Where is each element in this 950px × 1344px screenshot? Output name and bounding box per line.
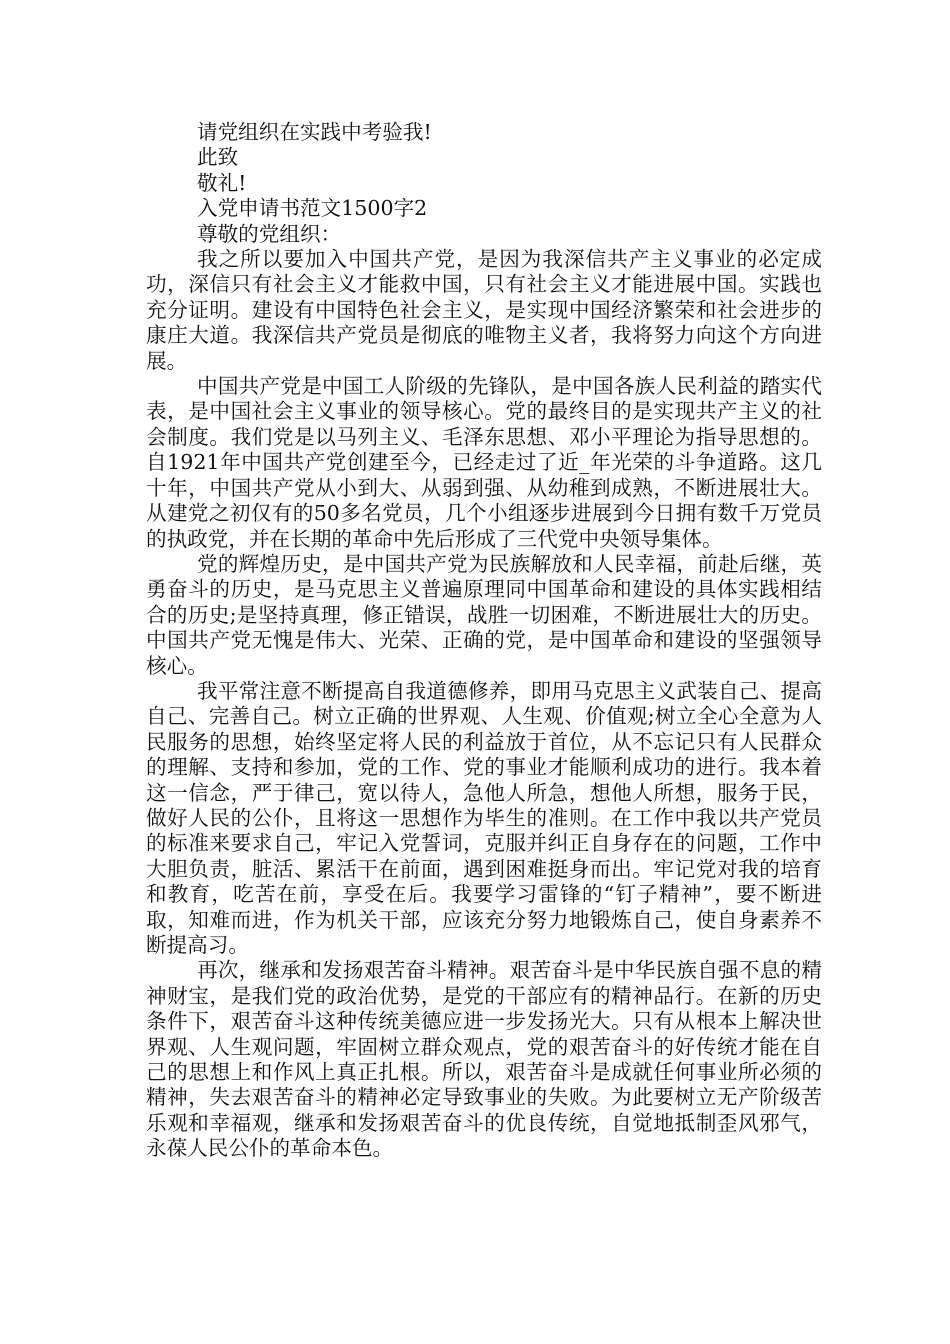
document-page [146, 120, 822, 1162]
paragraph-4: 我平常注意不断提高自我道德修养，即用马克思主义武装自己、提高自己、完善自己。树立正确的世界观、人生观、价值观;树立全心全意为人民服务的思想，始终坚定将人民的利益放于首位，从不忘记只有人民群众的理解、支持和参加，党的工作、党的事业才能顺利成功的进行。我本着这一信念，严于律己，宽以待人，急他人所急，想他人所想，服务于民，做好人民的公仆，且将这一思想作为毕生的准则。在工作中我以共产党员的标准来要求自己，牢记入党誓词，克服并纠正自身存在的问题，工作中大胆负责，脏活、累活干在前面，遇到困难挺身而出。牢记党对我的培育和教育，吃苦在前，享受在后。我要学习雷锋的“钉子精神”，要不断进取，知难而进，作为机关干部，应该充分努力地锻炼自己，使自身素养不断提高习。 [146, 678, 822, 957]
paragraph-2: 中国共产党是中国工人阶级的先锋队，是中国各族人民利益的踏实代表，是中国社会主义事业的领导核心。党的最终目的是实现共产主义的社会制度。我们党是以马列主义、毛泽东思想、邓小平理论为指导思想的。自1921年中国共产党创建至今，已经走过了近_年光荣的斗争道路。这几十年，中国共产党从小到大、从弱到强、从幼稚到成熟，不断进展壮大。从建党之初仅有的50多名党员，几个小组逐步进展到今日拥有数千万党员的执政党，并在长期的革命中先后形成了三代党中央领导集体。 [146, 374, 822, 551]
paragraph-5: 再次，继承和发扬艰苦奋斗精神。艰苦奋斗是中华民族自强不息的精神财宝，是我们党的政治优势，是党的干部应有的精神品行。在新的历史条件下，艰苦奋斗这种传统美德应进一步发扬光大。只有从根本上解决世界观、人生观问题，牢固树立群众观点，党的艰苦奋斗的好传统才能在自己的思想上和作风上真正扎根。所以，艰苦奋斗是成就任何事业所必须的精神，失去艰苦奋斗的精神必定导致事业的失败。为此要树立无产阶级苦乐观和幸福观，继承和发扬艰苦奋斗的优良传统，自觉地抵制歪风邪气，永葆人民公仆的革命本色。 [146, 958, 822, 1161]
closing-line-jingli: 敬礼! [197, 170, 247, 195]
paragraph-3: 党的辉煌历史，是中国共产党为民族解放和人民幸福，前赴后继，英勇奋斗的历史，是马克思主义普遍原理同中国革命和建设的具体实践相结合的历史;是坚持真理，修正错误，战胜一切困难，不断进展壮大的历史。中国共产党无愧是伟大、光荣、正确的党，是中国革命和建设的坚强领导核心。 [146, 551, 822, 678]
closing-line-request: 请党组织在实践中考验我! [197, 120, 432, 144]
closing-line-zhizhi: 此致 [197, 145, 239, 170]
salutation: 尊敬的党组织： [197, 221, 342, 246]
section-title: 入党申请书范文1500字2 [197, 196, 428, 221]
paragraph-1: 我之所以要加入中国共产党，是因为我深信共产主义事业的必定成功，深信只有社会主义才能救中国，只有社会主义才能进展中国。实践也充分证明。建设有中国特色社会主义，是实现中国经济繁荣和社会进步的康庄大道。我深信共产党员是彻底的唯物主义者，我将努力向这个方向进展。 [146, 247, 822, 373]
